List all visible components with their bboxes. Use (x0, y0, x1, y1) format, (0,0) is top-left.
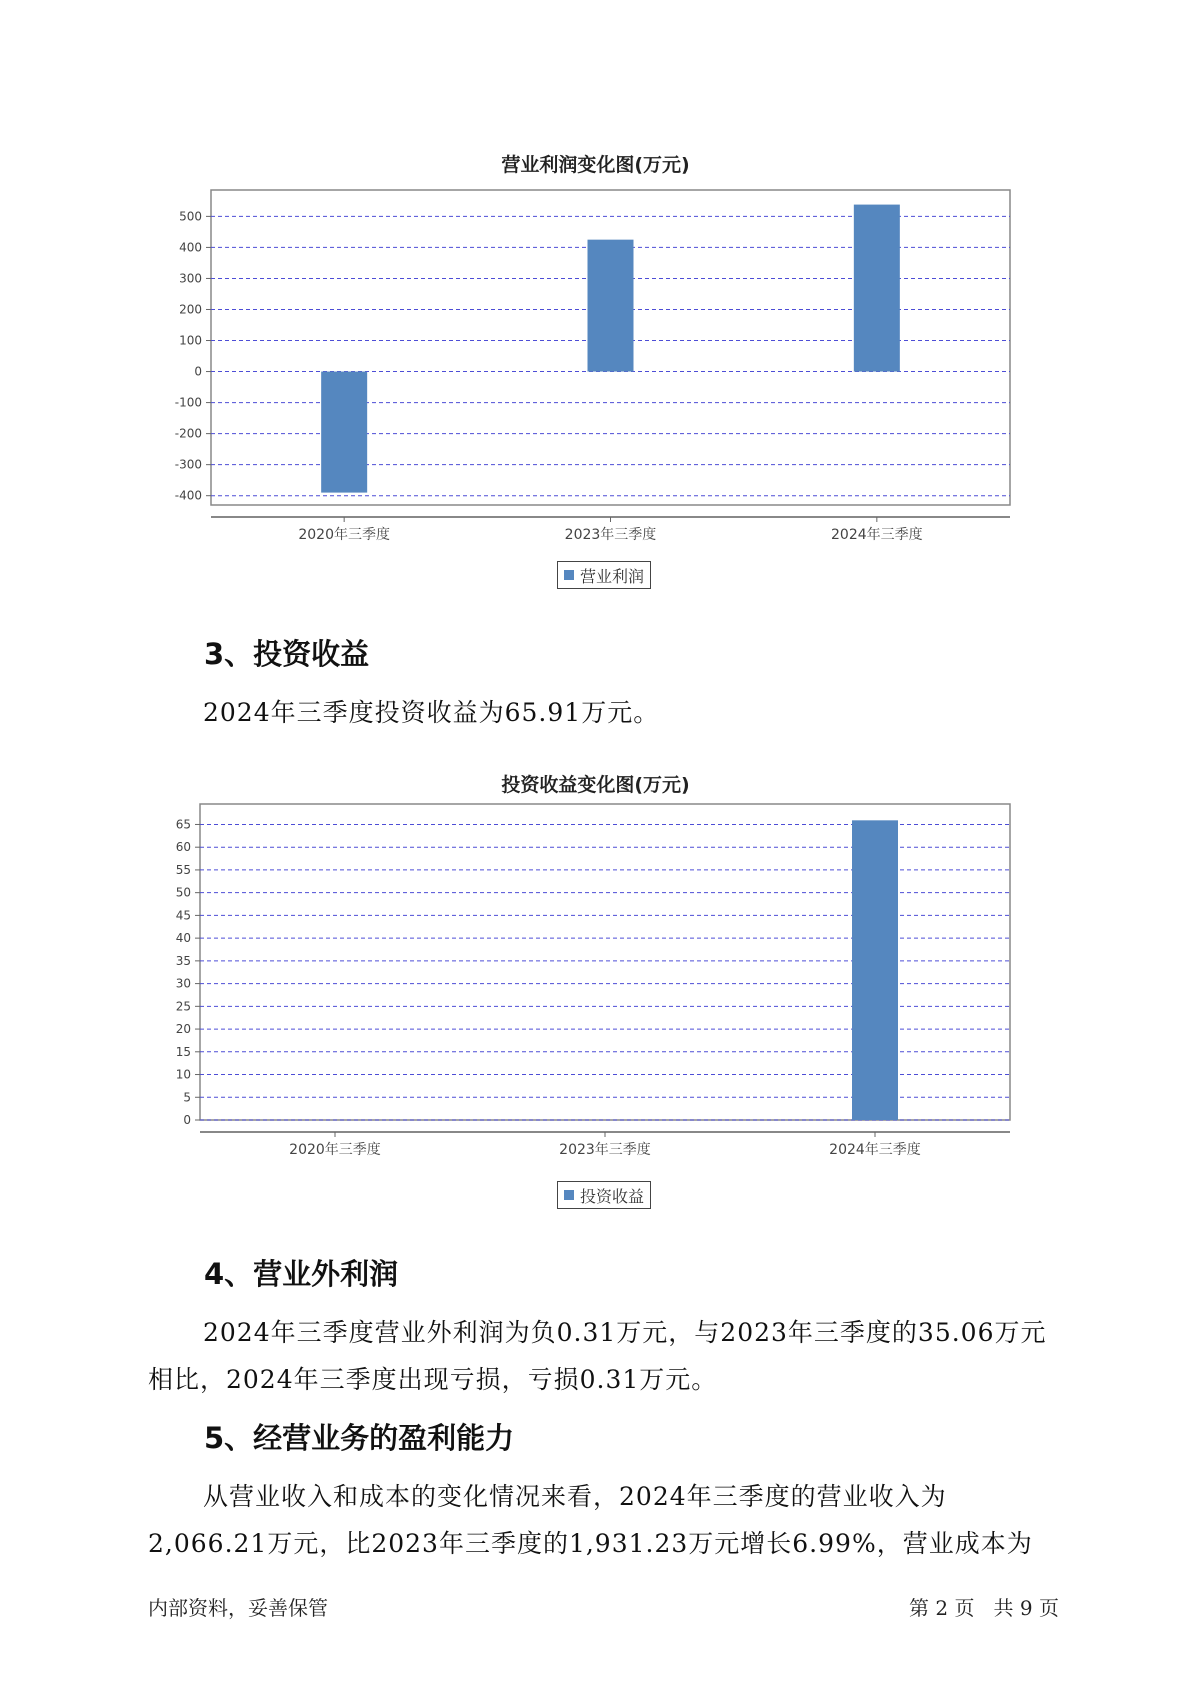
y-tick-label: -300 (174, 457, 202, 472)
y-tick-label: 45 (175, 908, 191, 923)
x-tick-label: 2023年三季度 (564, 527, 657, 543)
non-operating-paragraph-line1: 2024年三季度营业外利润为负0.31万元，与2023年三季度的35.06万元 (203, 1318, 1047, 1347)
chart1-title: 营业利润变化图(万元) (501, 154, 690, 176)
y-tick-label: 30 (175, 976, 191, 991)
non-operating-paragraph-line2: 相比，2024年三季度出现亏损，亏损0.31万元。 (148, 1365, 718, 1394)
chart2-legend (557, 1181, 651, 1209)
y-tick-label: -100 (174, 395, 202, 410)
investment-paragraph: 2024年三季度投资收益为65.91万元。 (203, 698, 660, 727)
section-heading-investment: 3、投资收益 (204, 637, 370, 671)
legend-swatch (564, 1190, 574, 1200)
chart1-legend-label: 营业利润 (580, 566, 645, 586)
x-tick-label: 2024年三季度 (831, 527, 923, 543)
y-tick-label: 20 (175, 1022, 191, 1037)
profitability-paragraph-line1: 从营业收入和成本的变化情况来看，2024年三季度的营业收入为 (203, 1482, 947, 1511)
y-tick-label: 50 (175, 885, 191, 900)
y-tick-label: -400 (174, 488, 202, 503)
chart2-title: 投资收益变化图(万元) (501, 774, 690, 796)
chart2-legend-label: 投资收益 (580, 1186, 645, 1206)
y-tick-label: 25 (175, 999, 191, 1014)
y-tick-label: 55 (175, 862, 191, 877)
y-tick-label: 500 (179, 209, 202, 224)
section-heading-profitability: 5、经营业务的盈利能力 (204, 1421, 515, 1455)
y-tick-label: 5 (183, 1090, 191, 1105)
y-tick-label: 200 (179, 302, 202, 317)
y-tick-label: 100 (179, 333, 202, 348)
y-tick-label: 40 (175, 931, 191, 946)
y-tick-label: -200 (174, 426, 202, 441)
footer-confidential: 内部资料，妥善保管 (148, 1596, 328, 1620)
y-tick-label: 0 (183, 1113, 191, 1127)
y-tick-label: 65 (175, 817, 191, 832)
bar (852, 820, 898, 1120)
x-tick-label: 2023年三季度 (559, 1142, 651, 1158)
y-tick-label: 300 (179, 271, 202, 286)
y-tick-label: 400 (179, 240, 202, 255)
x-tick-label: 2020年三季度 (298, 527, 390, 543)
footer-page-number: 第 2 页 共 9 页 (909, 1596, 1059, 1620)
y-tick-label: 35 (175, 953, 191, 968)
x-tick-label: 2024年三季度 (829, 1142, 921, 1158)
x-tick-label: 2020年三季度 (289, 1142, 381, 1158)
profitability-paragraph-line2: 2,066.21万元，比2023年三季度的1,931.23万元增长6.99%，营业成本为 (148, 1529, 1033, 1558)
y-tick-label: 0 (194, 364, 202, 379)
y-tick-label: 15 (175, 1044, 191, 1059)
section-heading-non-operating: 4、营业外利润 (204, 1257, 399, 1291)
y-tick-label: 10 (175, 1067, 191, 1082)
y-tick-label: 60 (175, 840, 191, 855)
